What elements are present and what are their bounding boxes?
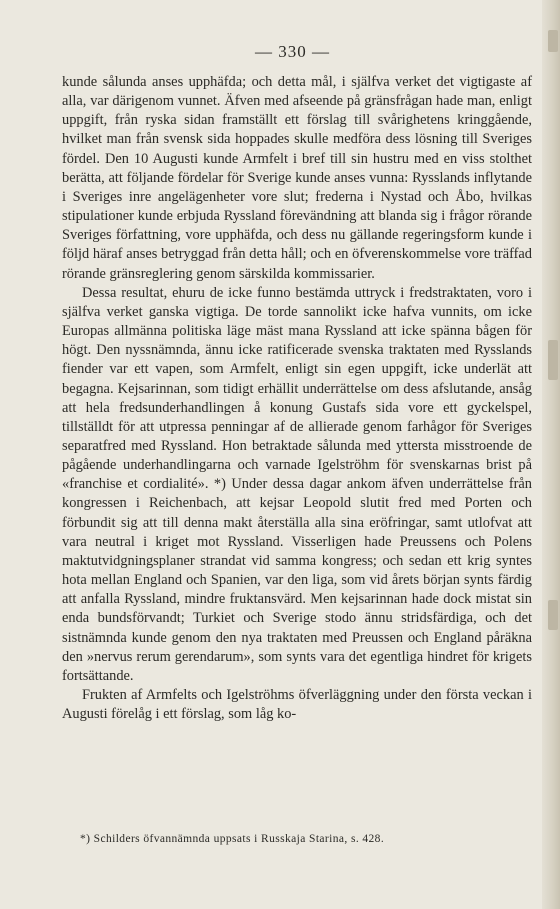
paragraph-2: Dessa resultat, ehuru de icke funno bestämda uttryck i fredstraktaten, voro i själfva verket ganska vigtiga. De torde sannolikt icke hafva vunnits, om icke Europas allmänna politiska läge mäst mana Ryssland att icke spänna bågen för högt. Den nyssnämnda, ännu icke ratificerade svenska traktaten med Rysslands fiender var ett vapen, som Armfelt, enligt sin egen uppgift, icke underlät att begagna. Kejsarinnan, som tidigt erhällit underrättelse om dess afslutande, ansåg att hela fredsunderhandlingen å konung Gustafs sida vore ett gyckelspel, tillställdt för att utpressa penningar af de allierade genom farhågor för Sveriges separatfred med Ryssland. Hon betraktade sålunda med yttersta misstroende de pågående underhandlingarna och varnade Igelströhm för svenskarnas brist på «franchise et cordialité». *) Under dessa dagar ankom äfven underrättelse från kongressen i Reichenbach, att kejsar Leopold slutit fred med Porten och förbundit sig att till denna makt återställa alla sina eröfringar, samt utlofvat att vara neutral i kriget mot Ryssland. Visserligen hade Preussens och Polens maktutvidgningsplaner strandat vid samma kongress; och sedan ett krig syntes hota mellan England och Spanien, var den liga, som vid årets början synts färdig att anfalla Ryssland, mindre fruktansvärd. Men kejsarinnan hade dock mistat sin enda bundsförvandt; Turkiet och Sverige stodo ännu stridsfärdiga, och det sistnämnda kunde genom den nya traktaten med Preussen och England påräkna den »nervus rerum gerendarum», som synts vara det egentliga hindret för krigets fortsättande. <box>62 284 532 684</box>
scan-edge-mark <box>548 340 558 380</box>
page-number: — 330 — <box>255 42 330 61</box>
body-text <box>62 73 532 724</box>
page-edge-shadow <box>542 0 560 909</box>
scan-edge-mark <box>548 600 558 630</box>
paragraph-3: Frukten af Armfelts och Igelströhms öfverläggning under den första veckan i Augusti förelåg i ett förslag, som låg ko- <box>62 687 532 723</box>
paragraph-1: kunde sålunda anses upphäfda; och detta mål, i själfva verket det vigtigaste af alla, var därigenom vunnet. Äfven med afseende på gränsfrågan hade man, enligt uppgift, från ryska sidan framställt ett förslag till svårighetens kringgående, hvilket man från svensk sida hoppades skulle medföra dess lösning till Sveriges fördel. Den 10 Augusti kunde Armfelt i bref till sin hustru med en viss stolthet berätta, att följande fördelar för Sverige kunde anses vunna: Rysslands inflytande i Sveriges inre angelägenheter vore slut; frederna i Nystad och Åbo, hvilkas stipulationer kunde erbjuda Ryssland förevändning att blanda sig i frågor rörande Sveriges författning, vore upphäfda, och dess nu gällande regeringsform kunde i följd häraf anses betryggad från detta håll; och en öfverenskommelse vore träffad rörande gränsreglering genom särskilda kommissarier. <box>62 74 532 282</box>
footnote: *) Schilders öfvannämnda uppsats i Russkaja Starina, s. 428. <box>80 833 385 845</box>
scan-edge-mark <box>548 30 558 52</box>
